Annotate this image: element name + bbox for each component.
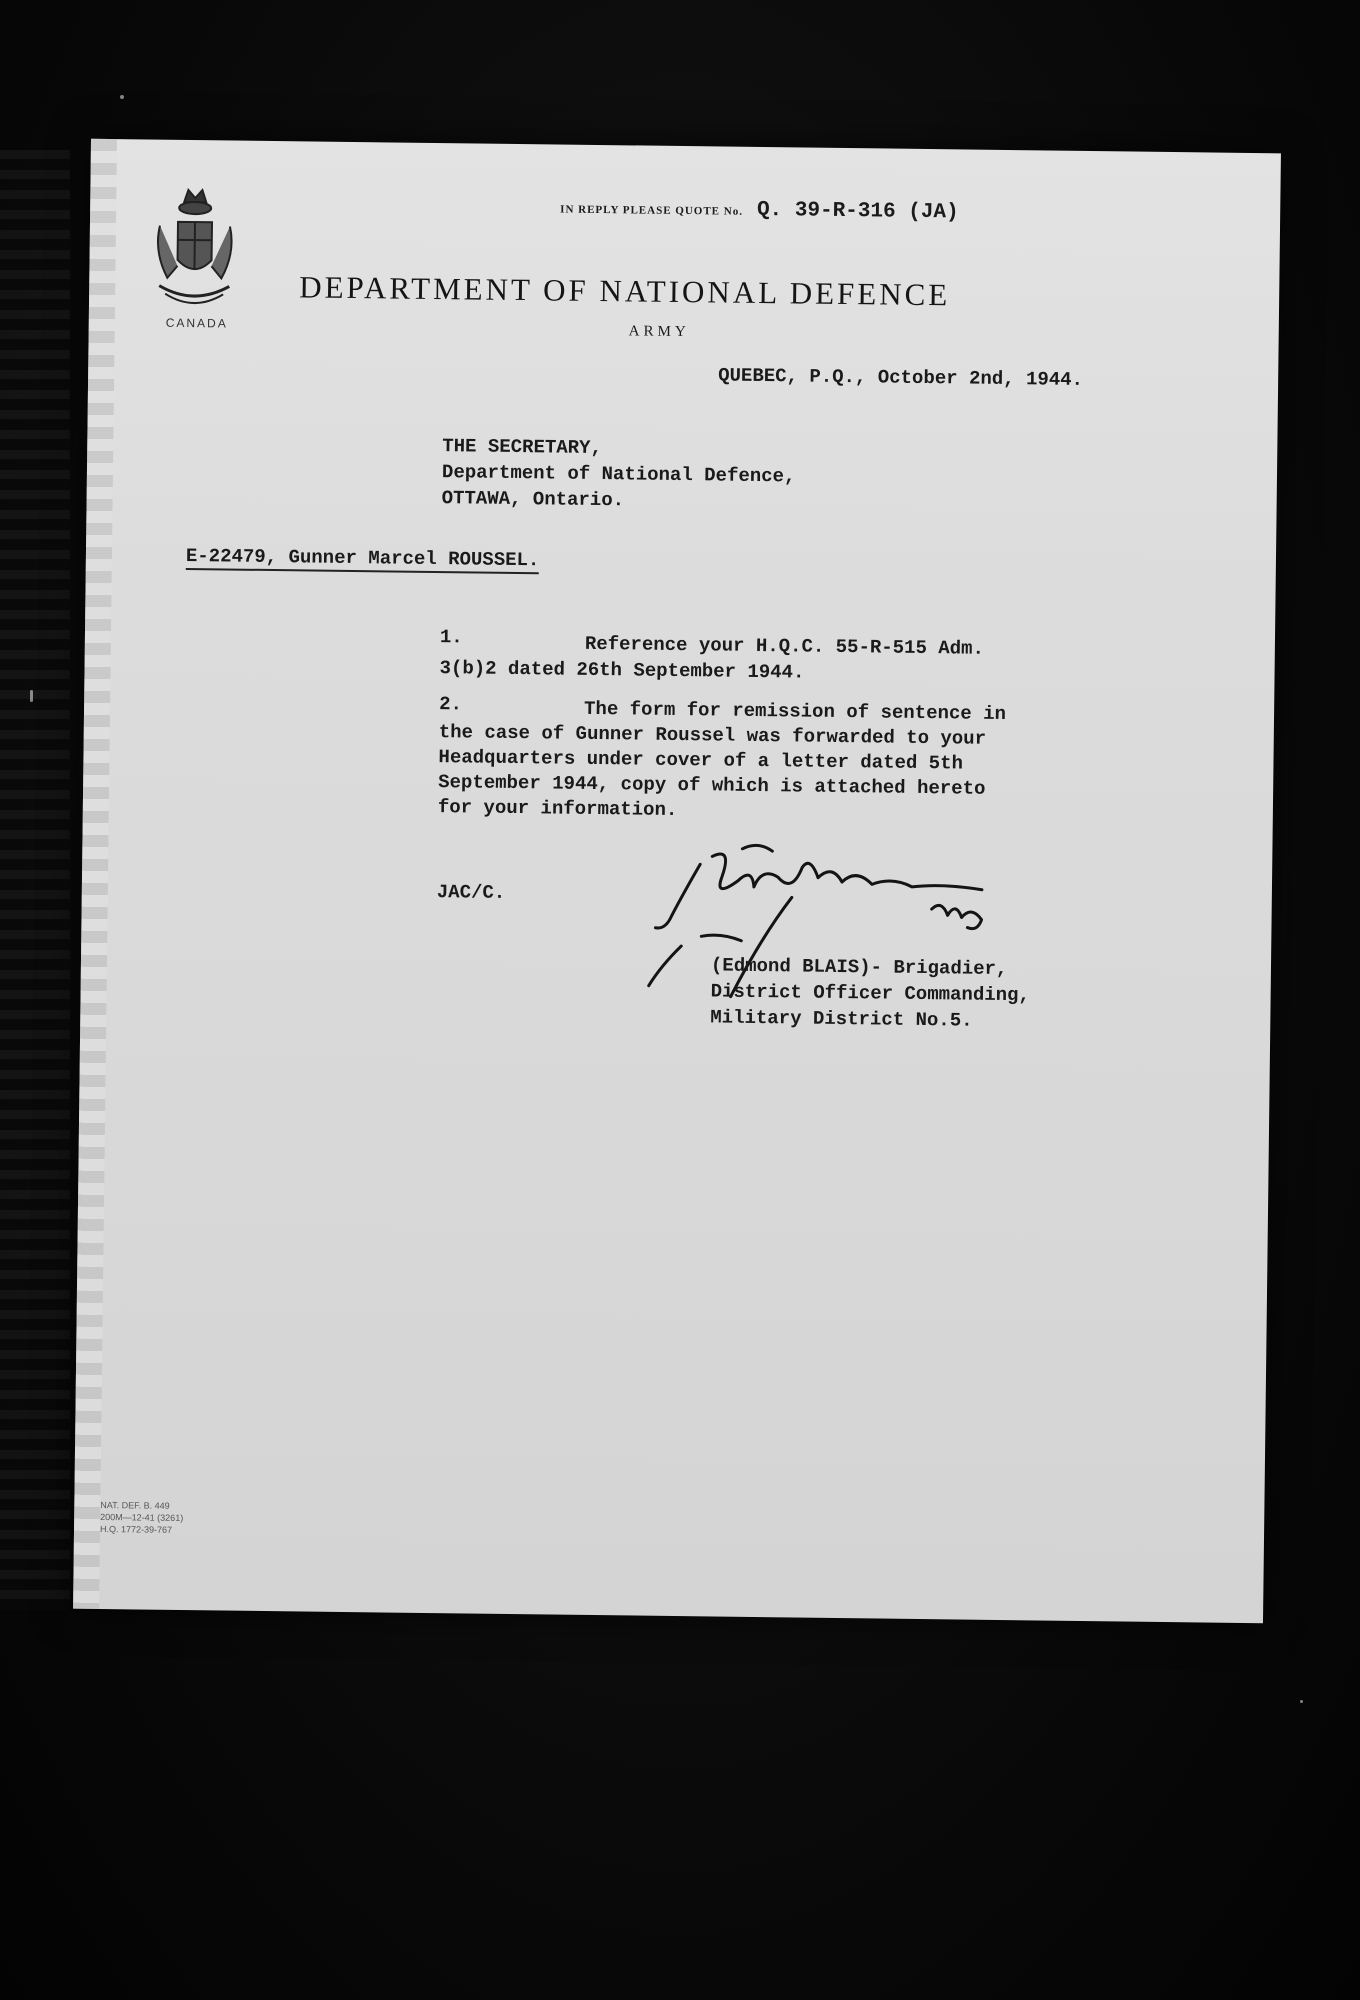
crest-label: CANADA	[165, 315, 228, 331]
typist-initials: JAC/C.	[436, 881, 506, 904]
signatory-district: Military District No.5.	[710, 1006, 973, 1032]
paragraph-line: Headquarters under cover of a letter dated 5th	[438, 746, 964, 775]
subject-line: E-22479, Gunner Marcel ROUSSEL.	[186, 545, 540, 574]
paragraph-number: 2.	[439, 693, 463, 716]
film-speck	[1300, 1700, 1303, 1703]
page-binding-edge	[73, 139, 117, 1609]
film-speck	[30, 690, 33, 702]
reply-quote-line	[560, 197, 959, 225]
paragraph-line: Reference your H.Q.C. 55-R-515 Adm.	[584, 632, 985, 660]
coat-of-arms-icon	[139, 181, 251, 322]
branch-label: ARMY	[628, 323, 690, 341]
place-date-line: QUEBEC, P.Q., October 2nd, 1944.	[718, 364, 1084, 391]
paragraph-number: 1.	[439, 626, 463, 649]
addressee-line-1: THE SECRETARY,	[442, 435, 603, 460]
form-code	[100, 1499, 183, 1536]
paragraph-line: for your information.	[437, 796, 678, 821]
form-code-line: NAT. DEF. B. 449	[100, 1500, 170, 1511]
addressee-line-2: Department of National Defence,	[441, 461, 796, 488]
department-title: DEPARTMENT OF NATIONAL DEFENCE	[299, 269, 951, 313]
signatory-name: (Edmond BLAIS)- Brigadier,	[710, 954, 1008, 981]
paragraph-line: The form for remission of sentence in	[583, 697, 1007, 726]
paragraph-line: 3(b)2 dated 26th September 1944.	[439, 657, 805, 684]
paragraph-line: the case of Gunner Roussel was forwarded to your	[438, 721, 987, 750]
signatory-title: District Officer Commanding,	[710, 980, 1031, 1007]
film-edge	[0, 150, 70, 1610]
form-code-line: H.Q. 1772-39-767	[99, 1524, 173, 1535]
paragraph-line: September 1944, copy of which is attached hereto	[438, 771, 986, 800]
letter-page	[73, 139, 1281, 1623]
film-speck	[120, 95, 124, 99]
form-code-line: 200M—12-41 (3261)	[100, 1512, 184, 1524]
reply-quote-prefix: IN REPLY PLEASE QUOTE No.	[560, 203, 744, 218]
addressee-line-3: OTTAWA, Ontario.	[441, 487, 625, 512]
reply-quote-number: Q. 39-R-316 (JA)	[756, 198, 959, 225]
